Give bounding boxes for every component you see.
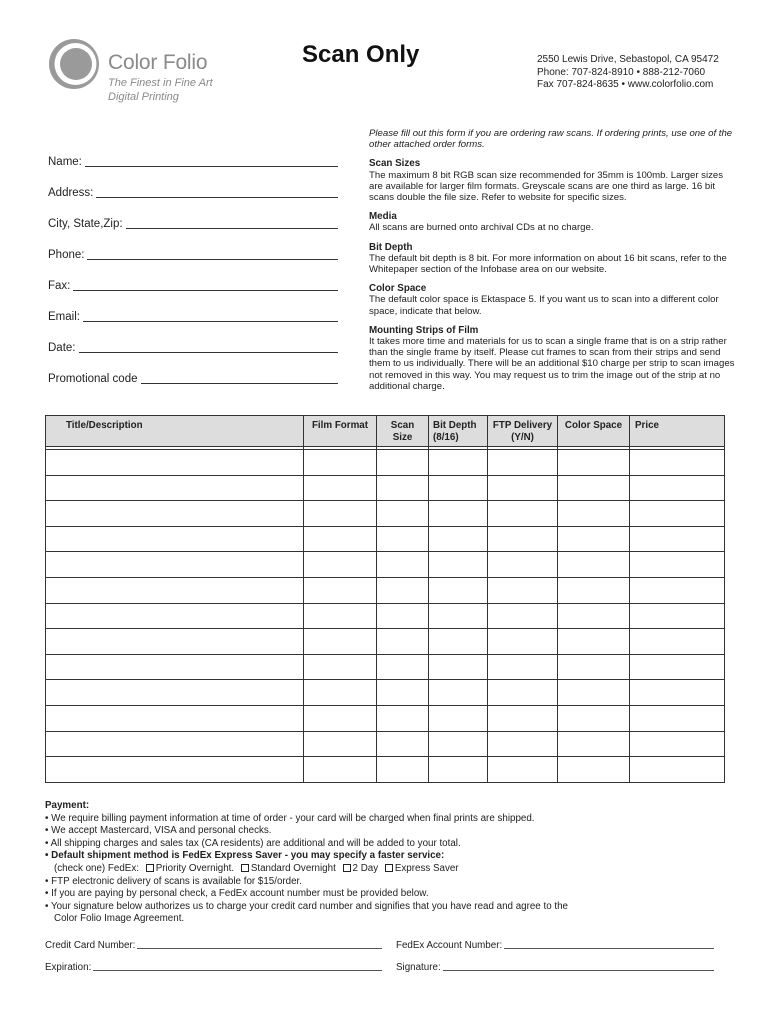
table-cell[interactable] — [46, 654, 304, 680]
table-cell[interactable] — [377, 757, 429, 783]
priority-overnight-checkbox[interactable] — [146, 864, 154, 872]
table-cell[interactable] — [304, 731, 377, 757]
table-cell[interactable] — [558, 577, 630, 603]
col-film-format: Film Format — [304, 416, 377, 447]
address-field[interactable]: Address: — [48, 169, 338, 200]
shipping-options: (check one) FedEx: Priority Overnight. Standard Overnight 2 Day Express Saver — [54, 862, 459, 874]
table-cell[interactable] — [377, 629, 429, 655]
payment-line: • We require billing payment information at time of order - your card will be charged when final prints are shipped. — [45, 812, 535, 824]
table-cell[interactable] — [630, 629, 725, 655]
table-cell[interactable] — [46, 475, 304, 501]
table-cell[interactable] — [46, 705, 304, 731]
table-row — [46, 603, 725, 629]
table-cell[interactable] — [377, 654, 429, 680]
table-row — [46, 552, 725, 578]
table-cell[interactable] — [304, 654, 377, 680]
table-cell[interactable] — [377, 450, 429, 476]
table-cell[interactable] — [630, 450, 725, 476]
company-address: 2550 Lewis Drive, Sebastopol, CA 95472 Phone: 707-824-8910 • 888-212-7060 Fax 707-824-8635 • www.colorfolio.com — [537, 54, 719, 91]
fedex-account-field[interactable]: FedEx Account Number: — [396, 940, 714, 951]
table-cell[interactable] — [558, 450, 630, 476]
col-scan-size: Scan Size — [377, 416, 429, 447]
col-ftp-delivery: FTP Delivery (Y/N) — [488, 416, 558, 447]
payment-line: • FTP electronic delivery of scans is available for $15/order. — [45, 875, 303, 887]
table-cell[interactable] — [304, 603, 377, 629]
table-cell[interactable] — [558, 654, 630, 680]
table-cell[interactable] — [429, 757, 488, 783]
phone-field[interactable]: Phone: — [48, 231, 338, 262]
standard-overnight-checkbox[interactable] — [241, 864, 249, 872]
table-cell[interactable] — [377, 680, 429, 706]
table-cell[interactable] — [46, 552, 304, 578]
table-cell[interactable] — [46, 526, 304, 552]
table-cell[interactable] — [488, 603, 558, 629]
section-mounting-strips: Mounting Strips of Film It takes more time and materials for us to scan a single frame that is on a strip rather than the single frame by itself. Please cut frames to scan from their strips and send them to us individually. There will be an additional $10 charge per strip to scan images not removed in this way. You may request us to trim the image out of the strip at no additional charge. — [369, 324, 735, 392]
table-cell[interactable] — [488, 475, 558, 501]
table-row — [46, 705, 725, 731]
credit-card-field[interactable]: Credit Card Number: — [45, 940, 382, 951]
table-row — [46, 757, 725, 783]
table-cell[interactable] — [429, 654, 488, 680]
table-row — [46, 501, 725, 527]
table-cell[interactable] — [558, 475, 630, 501]
fax-field[interactable]: Fax: — [48, 262, 338, 293]
table-cell[interactable] — [46, 731, 304, 757]
table-cell[interactable] — [304, 475, 377, 501]
order-table — [45, 415, 725, 783]
table-cell[interactable] — [429, 705, 488, 731]
table-cell[interactable] — [377, 705, 429, 731]
table-cell[interactable] — [46, 603, 304, 629]
table-cell[interactable] — [558, 552, 630, 578]
table-cell[interactable] — [304, 501, 377, 527]
company-name: Color Folio — [108, 51, 208, 74]
express-saver-checkbox[interactable] — [385, 864, 393, 872]
table-cell[interactable] — [488, 654, 558, 680]
table-row — [46, 450, 725, 476]
table-cell[interactable] — [630, 577, 725, 603]
table-cell[interactable] — [630, 757, 725, 783]
table-cell[interactable] — [46, 629, 304, 655]
table-cell[interactable] — [377, 526, 429, 552]
table-cell[interactable] — [488, 757, 558, 783]
name-field[interactable]: Name: — [48, 138, 338, 169]
table-cell[interactable] — [488, 501, 558, 527]
table-cell[interactable] — [46, 757, 304, 783]
section-color-space: Color Space The default color space is Ektaspace 5. If you want us to scan into a different color space, indicate that below. — [369, 283, 719, 317]
table-row — [46, 629, 725, 655]
table-cell[interactable] — [377, 501, 429, 527]
table-cell[interactable] — [630, 680, 725, 706]
table-cell[interactable] — [558, 705, 630, 731]
table-cell[interactable] — [630, 501, 725, 527]
table-cell[interactable] — [46, 577, 304, 603]
table-cell[interactable] — [377, 603, 429, 629]
table-cell[interactable] — [429, 450, 488, 476]
table-cell[interactable] — [429, 603, 488, 629]
payment-line: • Default shipment method is FedEx Express Saver - you may specify a faster service: — [45, 850, 445, 862]
table-cell[interactable] — [630, 705, 725, 731]
table-cell[interactable] — [488, 629, 558, 655]
table-row — [46, 654, 725, 680]
date-field[interactable]: Date: — [48, 324, 338, 355]
table-cell[interactable] — [488, 680, 558, 706]
table-cell[interactable] — [304, 680, 377, 706]
city-state-zip-field[interactable]: City, State,Zip: — [48, 200, 338, 231]
table-cell[interactable] — [377, 731, 429, 757]
section-media: Media All scans are burned onto archival CDs at no charge. — [369, 211, 594, 234]
table-cell[interactable] — [46, 680, 304, 706]
table-cell[interactable] — [429, 501, 488, 527]
payment-line: • All shipping charges and sales tax (CA residents) are additional and will be added to your total. — [45, 837, 461, 849]
payment-line: • If you are paying by personal check, a FedEx account number must be provided below. — [45, 888, 429, 900]
table-cell[interactable] — [429, 577, 488, 603]
table-cell[interactable] — [558, 629, 630, 655]
payment-section — [45, 800, 725, 926]
intro-text: Please fill out this form if you are ordering raw scans. If ordering prints, use one of the other attached order forms. — [369, 128, 733, 151]
signature-field[interactable]: Signature: — [396, 962, 714, 973]
col-bit-depth: Bit Depth (8/16) — [429, 416, 488, 447]
table-row — [46, 680, 725, 706]
table-cell[interactable] — [488, 731, 558, 757]
table-cell[interactable] — [488, 577, 558, 603]
table-cell[interactable] — [558, 603, 630, 629]
table-cell[interactable] — [630, 526, 725, 552]
table-cell[interactable] — [630, 731, 725, 757]
table-row — [46, 731, 725, 757]
payment-line: • Your signature below authorizes us to charge your credit card number and signifies that you have read and agree to the — [45, 900, 568, 912]
payment-line: • We accept Mastercard, VISA and personal checks. — [45, 825, 272, 837]
table-cell[interactable] — [630, 552, 725, 578]
table-cell[interactable] — [558, 757, 630, 783]
table-cell[interactable] — [429, 731, 488, 757]
table-cell[interactable] — [46, 501, 304, 527]
table-cell[interactable] — [377, 552, 429, 578]
table-cell[interactable] — [304, 526, 377, 552]
table-cell[interactable] — [558, 680, 630, 706]
table-cell[interactable] — [304, 629, 377, 655]
company-tagline: The Finest in Fine Art Digital Printing — [108, 77, 213, 103]
table-cell[interactable] — [377, 475, 429, 501]
color-folio-logo-icon — [48, 38, 100, 90]
col-price: Price — [630, 416, 725, 447]
page-title: Scan Only — [302, 41, 420, 68]
table-cell[interactable] — [377, 577, 429, 603]
table-cell[interactable] — [429, 526, 488, 552]
table-cell[interactable] — [304, 705, 377, 731]
table-header-row — [46, 416, 725, 447]
table-cell[interactable] — [429, 552, 488, 578]
table-cell[interactable] — [429, 475, 488, 501]
table-cell[interactable] — [488, 450, 558, 476]
table-cell[interactable] — [630, 475, 725, 501]
email-field[interactable]: Email: — [48, 293, 338, 324]
table-cell[interactable] — [304, 757, 377, 783]
payment-line: Color Folio Image Agreement. — [54, 913, 185, 925]
table-cell[interactable] — [304, 577, 377, 603]
expiration-field[interactable]: Expiration: — [45, 962, 382, 973]
table-row — [46, 475, 725, 501]
two-day-checkbox[interactable] — [343, 864, 351, 872]
payment-heading: Payment: — [45, 800, 90, 811]
table-cell[interactable] — [429, 680, 488, 706]
table-cell[interactable] — [558, 731, 630, 757]
table-row — [46, 577, 725, 603]
table-cell[interactable] — [304, 552, 377, 578]
promo-code-field[interactable]: Promotional code — [48, 355, 338, 386]
table-cell[interactable] — [488, 552, 558, 578]
table-cell[interactable] — [304, 450, 377, 476]
col-title-description: Title/Description — [46, 416, 304, 447]
table-cell[interactable] — [488, 526, 558, 552]
table-cell[interactable] — [429, 629, 488, 655]
col-color-space: Color Space — [558, 416, 630, 447]
table-cell[interactable] — [488, 705, 558, 731]
instructions — [369, 128, 739, 400]
table-cell[interactable] — [46, 450, 304, 476]
section-scan-sizes: Scan Sizes The maximum 8 bit RGB scan size recommended for 35mm is 100mb. Larger sizes are available for larger film formats. Greyscale scans are one third as large. 16 bit scans double the file size. Refer to website for specific sizes. — [369, 158, 724, 204]
table-cell[interactable] — [558, 526, 630, 552]
contact-fields — [48, 138, 338, 386]
table-row — [46, 526, 725, 552]
table-cell[interactable] — [630, 654, 725, 680]
section-bit-depth: Bit Depth The default bit depth is 8 bit. For more information on about 16 bit scans, refer to the Whitepaper section of the Infobase area on our website. — [369, 241, 727, 276]
table-cell[interactable] — [630, 603, 725, 629]
table-cell[interactable] — [558, 501, 630, 527]
